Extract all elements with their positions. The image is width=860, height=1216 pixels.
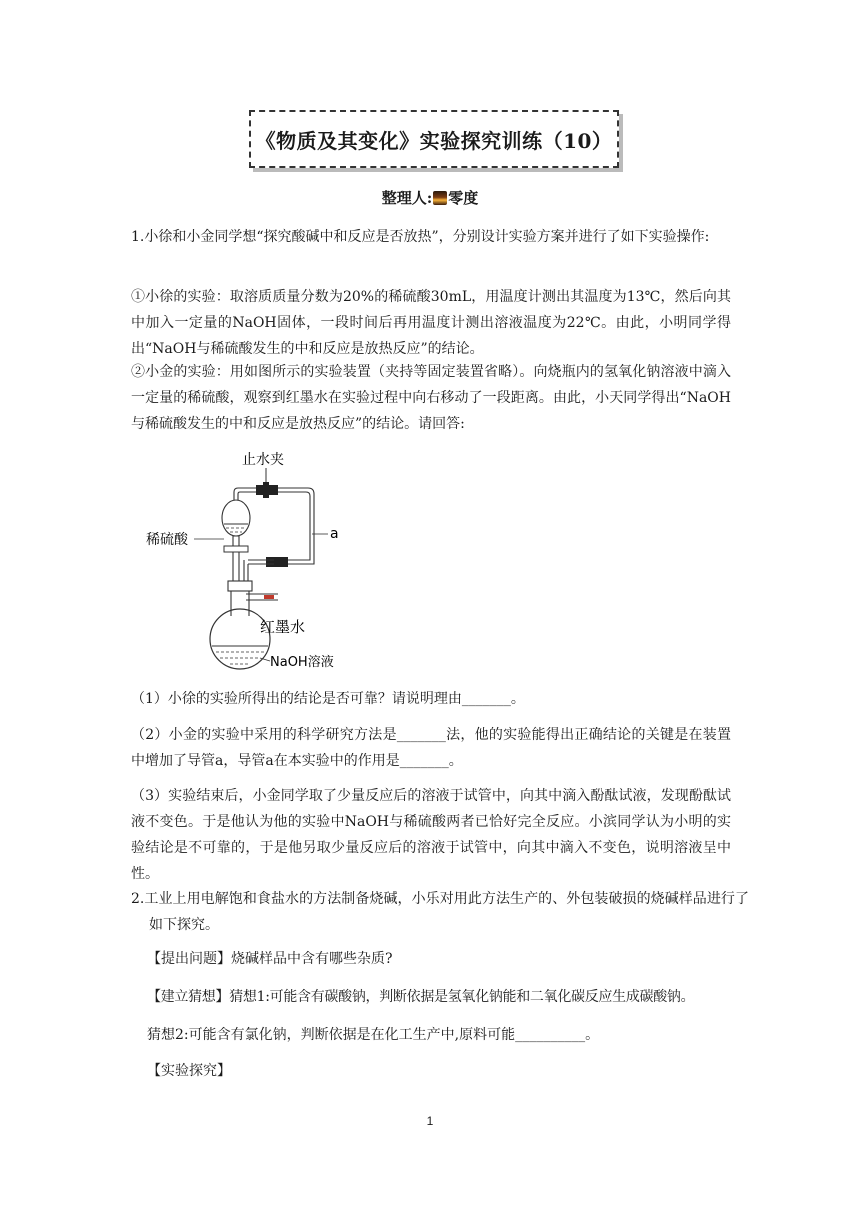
- label-naoh: NaOH溶液: [270, 655, 334, 670]
- stopcock: [224, 546, 248, 552]
- apparatus-diagram: [146, 446, 366, 674]
- label-red-ink: 红墨水: [260, 618, 306, 636]
- red-ink-drop: [264, 595, 274, 599]
- label-acid: 稀硫酸: [146, 532, 188, 548]
- lower-clamp: [266, 557, 288, 567]
- flask-stopper: [228, 581, 252, 591]
- q2-explore-heading: 【实验探究】: [147, 1063, 231, 1079]
- organizer-name: 零度: [448, 189, 479, 207]
- q1-intro: 1.小徐和小金同学想“探究酸碱中和反应是否放热”，分别设计实验方案并进行了如下实验操作:: [131, 229, 710, 245]
- label-tube-a: a: [330, 526, 339, 542]
- page-number: 1: [426, 1114, 434, 1128]
- sunset-icon: [433, 191, 447, 205]
- organizer-label: 整理人:: [381, 189, 433, 207]
- document-title: 《物质及其变化》实验探究训练（10）: [249, 110, 619, 168]
- q1-sub1: （1）小徐的实验所得出的结论是否可靠？请说明理由_______。: [131, 691, 525, 707]
- q1-jin-experiment: ②小金的实验：用如图所示的实验装置（夹持等固定装置省略）。向烧瓶内的氢氧化钠溶液中滴入一定量的稀硫酸，观察到红墨水在实验过程中向右移动了一段距离。由此，小天同学得出“NaOH与稀硫酸发生的中和反应是放热反应”的结论。请回答:: [131, 364, 731, 432]
- organizer-line: [0, 187, 860, 208]
- q2-hypothesis2: 猜想2:可能含有氯化钠，判断依据是在化工生产中,原料可能__________。: [147, 1027, 600, 1043]
- q2-hypothesis1: 【建立猜想】猜想1:可能含有碳酸钠，判断依据是氢氧化钠能和二氧化碳反应生成碳酸钠。: [147, 989, 695, 1005]
- q1-sub3: （3）实验结束后，小金同学取了少量反应后的溶液于试管中，向其中滴入酚酞试液，发现酚酞试液不变色。于是他认为他的实验中NaOH与稀硫酸两者已恰好完全反应。小滨同学认为小明的实验结论是不可靠的，于是他另取少量反应后的溶液于试管中，向其中滴入不变色，说明溶液呈中性。: [131, 788, 731, 882]
- label-clamp: 止水夹: [242, 452, 284, 468]
- q1-xu-experiment: ①小徐的实验：取溶质质量分数为20%的稀硫酸30mL，用温度计测出其温度为13℃，然后向其中加入一定量的NaOH固体，一段时间后再用温度计测出溶液温度为22℃。由此，小明同学得出“NaOH与稀硫酸发生的中和反应是放热反应”的结论。: [131, 289, 731, 357]
- q2-question: 【提出问题】烧碱样品中含有哪些杂质?: [147, 951, 393, 967]
- q1-sub2: （2）小金的实验中采用的科学研究方法是_______法，他的实验能得出正确结论的关键是在装置中增加了导管a，导管a在本实验中的作用是_______。: [131, 727, 731, 769]
- q2-intro: 2.工业上用电解饱和食盐水的方法制备烧碱，小乐对用此方法生产的、外包装破损的烧碱样品进行了如下探究。: [131, 891, 749, 933]
- tube-a-outer: [234, 488, 314, 564]
- separatory-funnel: [222, 500, 250, 536]
